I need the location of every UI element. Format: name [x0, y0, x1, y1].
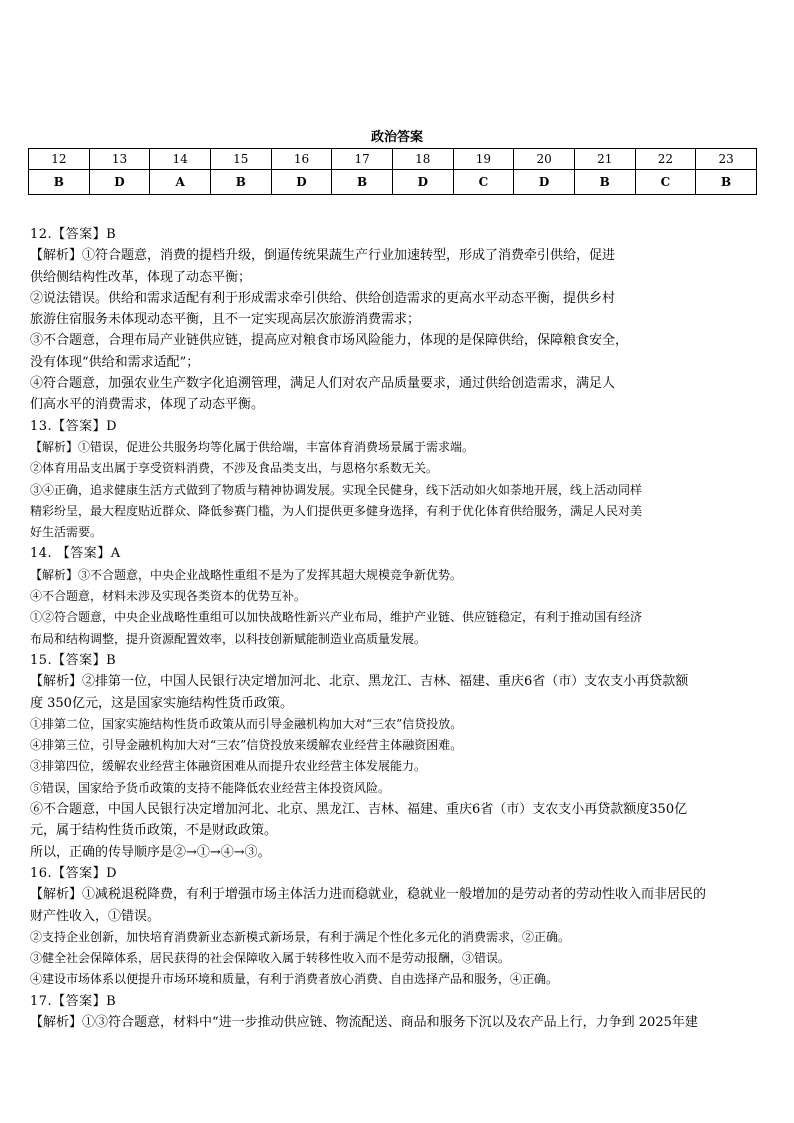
- explanation-line: ④符合题意，加强农业生产数字化追溯管理，满足人们对农产品质量要求，通过供给创造需求，满足人: [30, 376, 616, 392]
- answer-cell: B: [696, 170, 757, 195]
- explanation-line: ③排第四位，缓解农业经营主体融资困难从而提升农业经营主体发展能力。: [30, 759, 427, 774]
- explanation-line: ③不合题意，合理布局产业链供应链，提高应对粮食市场风险能力，体现的是保障供给，保障粮食安全，: [30, 333, 629, 349]
- explanation-line: ②体育用品支出属于享受资料消费，不涉及食品类支出，与恩格尔系数无关。: [30, 461, 439, 476]
- explanation-line: 没有体现“供给和需求适配”；: [30, 354, 200, 370]
- explanation-line: 【解析】①符合题意，消费的提档升级，倒逼传统果蔬生产行业加速转型，形成了消费牵引供给，促进: [30, 248, 616, 264]
- explanation-line: 【解析】①减税退税降费，有利于增强市场主体活力进而稳就业，稳就业一般增加的是劳动者的劳动性收入而非居民的: [30, 887, 707, 903]
- explanation-line: 布局和结构调整，提升资源配置效率，以科技创新赋能制造业高质量发展。: [30, 631, 427, 646]
- answer-cell: D: [514, 170, 575, 195]
- question-number-cell: 13: [89, 149, 150, 170]
- answer-cell: D: [271, 170, 332, 195]
- question-number-row: [29, 149, 757, 170]
- explanation-line: ①②符合题意，中央企业战略性重组可以加快战略性新兴产业布局，维护产业链、供应链稳定，有利于推动国有经济: [30, 610, 643, 625]
- explanation-line: 【解析】①错误，促进公共服务均等化属于供给端，丰富体育消费场景属于需求端。: [30, 439, 475, 454]
- answer-table: [28, 148, 757, 195]
- explanation-line: ⑥不合题意，中国人民银行决定增加河北、北京、黑龙江、吉林、福建、重庆6省（市）支农支小再贷款额度350亿: [30, 802, 688, 818]
- answer-row: [29, 170, 757, 195]
- answer-cell: C: [453, 170, 514, 195]
- page-title: 政治答案: [370, 130, 423, 145]
- answer-cell: D: [392, 170, 453, 195]
- explanation-line: ④不合题意，材料未涉及实现各类资本的优势互补。: [30, 589, 307, 604]
- explanation-line: 度 350亿元，这是国家实施结构性货币政策。: [30, 695, 293, 711]
- explanation-line: ②说法错误。供给和需求适配有利于形成需求牵引供给、供给创造需求的更高水平动态平衡，提供乡村: [30, 290, 616, 306]
- explanation-line: 们高水平的消费需求，体现了动态平衡。: [30, 397, 265, 413]
- question-number-cell: 16: [271, 149, 332, 170]
- answer-heading: 17.【答案】B: [30, 993, 117, 1009]
- answer-heading: 14. 【答案】A: [30, 546, 121, 562]
- explanation-line: 精彩纷呈，最大程度贴近群众、降低参赛门槛，为人们提供更多健身选择，有利于优化体育供给服务，满足人民对美: [30, 503, 643, 518]
- question-number-cell: 14: [150, 149, 211, 170]
- explanation-line: ③健全社会保障体系，居民获得的社会保障收入属于转移性收入而不是劳动报酬，③错误。: [30, 951, 511, 966]
- question-number-cell: 17: [332, 149, 393, 170]
- explanation-line: 好生活需要。: [30, 525, 103, 540]
- question-number-cell: 18: [392, 149, 453, 170]
- question-number-cell: 15: [210, 149, 271, 170]
- answer-cell: B: [332, 170, 393, 195]
- explanation-line: 元，属于结构性货币政策，不是财政政策。: [30, 823, 278, 839]
- answer-heading: 15.【答案】B: [30, 652, 117, 668]
- explanation-line: ④排第三位，引导金融机构加大对“三农”信贷投放来缓解农业经营主体融资困难。: [30, 738, 463, 753]
- explanation-line: 【解析】③不合题意，中央企业战略性重组不是为了发挥其超大规模竞争新优势。: [30, 567, 463, 582]
- explanation-line: ⑤错误，国家给予货币政策的支持不能降低农业经营主体投资风险。: [30, 780, 391, 795]
- question-number-cell: 20: [514, 149, 575, 170]
- explanation-line: ②支持企业创新，加快培育消费新业态新模式新场景，有利于满足个性化多元化的消费需求，②正确。: [30, 929, 571, 944]
- answer-cell: A: [150, 170, 211, 195]
- explanation-line: ③④正确，追求健康生活方式做到了物质与精神协调发展。实现全民健身，线下活动如火如荼地开展，线上活动同样: [30, 482, 643, 497]
- answer-cell: B: [29, 170, 90, 195]
- explanation-line: 【解析】①③符合题意，材料中“进一步推动供应链、物流配送、商品和服务下沉以及农产品上行，力争到 2025年建: [30, 1014, 698, 1030]
- explanation-line: 所以，正确的传导顺序是②→①→④→③。: [30, 844, 271, 860]
- explanation-line: 供给侧结构性改革，体现了动态平衡；: [30, 269, 252, 285]
- answer-heading: 16.【答案】D: [30, 865, 118, 881]
- explanation-line: ④建设市场体系以便提升市场环境和质量，有利于消费者放心消费、自由选择产品和服务，④正确。: [30, 972, 559, 987]
- answer-heading: 13.【答案】D: [30, 418, 118, 434]
- explanation-line: 【解析】②排第一位，中国人民银行决定增加河北、北京、黑龙江、吉林、福建、重庆6省（市）支农支小再贷款额: [30, 674, 689, 690]
- explanation-line: ①排第二位，国家实施结构性货币政策从而引导金融机构加大对“三农”信贷投放。: [30, 716, 463, 731]
- explanation-line: 旅游住宿服务未体现动态平衡，且不一定实现高层次旅游消费需求；: [30, 312, 421, 328]
- question-number-cell: 12: [29, 149, 90, 170]
- question-number-cell: 23: [696, 149, 757, 170]
- explanation-line: 财产性收入，①错误。: [30, 908, 161, 924]
- answer-cell: D: [89, 170, 150, 195]
- answer-cell: C: [635, 170, 696, 195]
- question-number-cell: 19: [453, 149, 514, 170]
- question-number-cell: 22: [635, 149, 696, 170]
- question-number-cell: 21: [574, 149, 635, 170]
- answer-heading: 12.【答案】B: [30, 227, 117, 242]
- answer-cell: B: [574, 170, 635, 195]
- explanation-body: [30, 224, 778, 1033]
- answer-cell: B: [210, 170, 271, 195]
